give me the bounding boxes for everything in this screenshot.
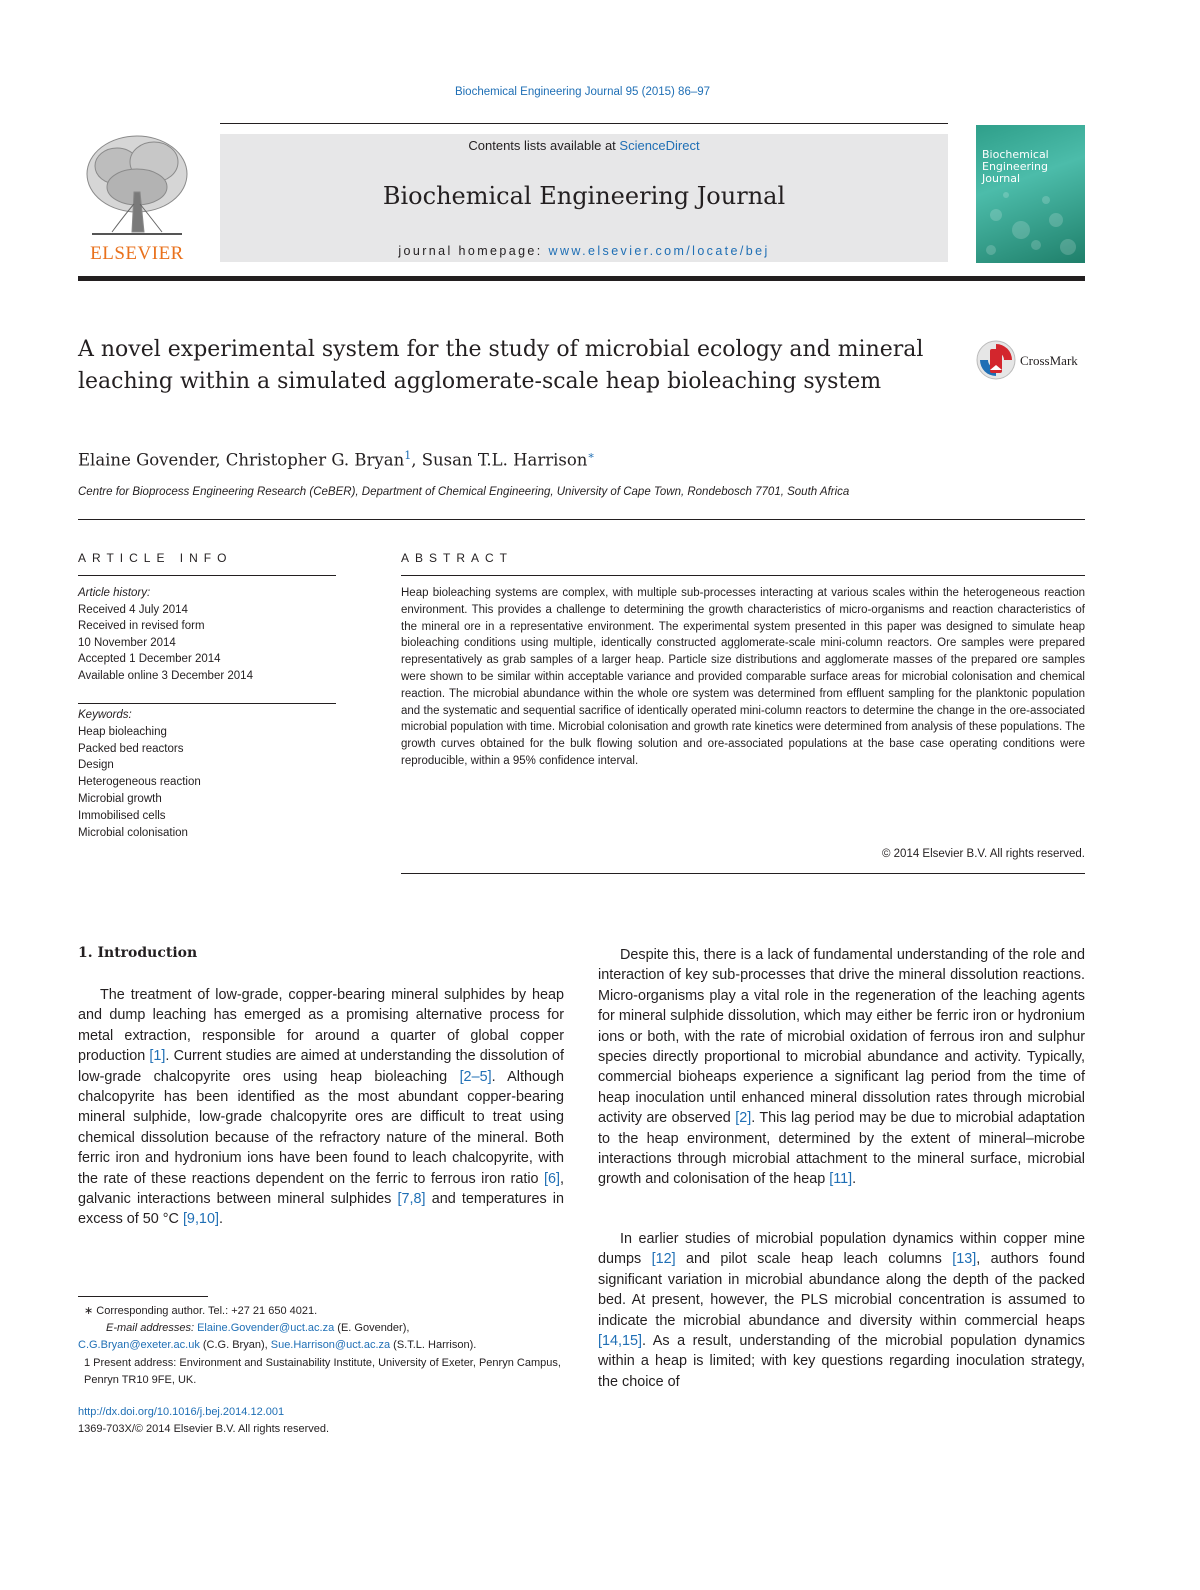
abstract-heading: ABSTRACT <box>401 551 514 565</box>
article-history <box>78 585 336 684</box>
journal-citation[interactable]: Biochemical Engineering Journal 95 (2015) 86–97 <box>454 86 711 98</box>
crossmark-label: CrossMark <box>1020 353 1078 368</box>
article-info-heading: ARTICLE INFO <box>78 551 233 565</box>
paragraph-text: Despite this, there is a lack of fundamental understanding of the role and interaction of key sub-processes that drive the mineral dissolution reactions. Micro-organisms play a vital role in the regeneration of the leaching agents for mineral sulphide dissolution, which may either be ferric iron or hydronium ions or both, with the rate of microbial oxidation of ferrous iron and sulphur species directly proportional to microbial abundance and activity. Typically, commercial bioheaps experience a significant lag period from the time of heap inoculation until enhanced mineral dissolution rates through microbial activity are observed <box>598 947 1085 1127</box>
citation-link[interactable]: [14,15] <box>598 1333 643 1350</box>
paragraph-text: , authors found significant variation in microbial abundance along the depth of the packed bed. At present, however, the PLS microbial concentration is assumed to indicate the microbial abundance and diversity within commercial heaps <box>598 1251 1085 1329</box>
contents-prefix: Contents lists available at <box>468 138 620 153</box>
corresponding-author-note: ∗ Corresponding author. Tel.: +27 21 650 4021. <box>84 1305 318 1317</box>
paragraph-text: . Current studies are aimed at understanding the dissolution of low-grade chalcopyrite ores using heap bioleaching <box>78 1048 564 1085</box>
author-footnote-mark[interactable]: 1 <box>404 449 412 462</box>
email-owner: (E. Govender), <box>334 1322 410 1335</box>
keyword: Heterogeneous reaction <box>78 776 201 789</box>
intro-paragraph <box>598 945 1085 1190</box>
history-item: 10 November 2014 <box>78 636 176 649</box>
homepage-line <box>220 244 948 258</box>
keyword: Heap bioleaching <box>78 725 167 738</box>
email-link[interactable]: Elaine.Govender@uct.ac.za <box>197 1322 335 1335</box>
history-label: Article history: <box>78 587 151 599</box>
citation-link[interactable]: [2–5] <box>459 1068 492 1085</box>
history-item: Available online 3 December 2014 <box>78 669 253 682</box>
history-item: Received in revised form <box>78 620 205 632</box>
issn-line: 1369-703X/© 2014 Elsevier B.V. All rights reserved. <box>78 1423 330 1435</box>
email-link[interactable]: Sue.Harrison@uct.ac.za <box>270 1339 391 1352</box>
paragraph-text: . As a result, understanding of the microbial population dynamics within a heap is limited; with key questions regarding inoculation strategy, the choice of <box>598 1333 1085 1390</box>
author-list <box>78 449 978 470</box>
citation-link[interactable]: [6] <box>544 1170 560 1187</box>
paragraph-text: In earlier studies of microbial population dynamics within copper mine dumps <box>598 1231 1085 1268</box>
cover-title: Biochemical Engineering Journal <box>982 148 1049 185</box>
email-link[interactable]: C.G.Bryan@exeter.ac.uk <box>78 1339 200 1352</box>
keywords-list <box>78 707 336 841</box>
paragraph-text: and temperatures in excess of 50 °C <box>78 1191 564 1228</box>
paragraph-text: . <box>852 1171 857 1188</box>
history-item: Received 4 July 2014 <box>78 603 188 616</box>
footnotes <box>78 1303 564 1389</box>
journal-name: Biochemical Engineering Journal <box>382 182 786 210</box>
email-addresses-cont <box>78 1337 564 1354</box>
paragraph-text: . This lag period may be due to microbial adaptation to the heap environment, determined by the extent of mineral–microbe interactions through microbial attachment to the mineral surface, microbial growth and colonisation of the heap <box>598 1110 1085 1188</box>
email-owner: (C.G. Bryan), <box>199 1339 271 1352</box>
header-rule-thick <box>78 276 1085 281</box>
citation-link[interactable]: [13] <box>952 1251 977 1268</box>
author-footnote-mark[interactable]: ∗ <box>587 449 595 462</box>
present-address-note: 1 Present address: Environment and Sustainability Institute, University of Exeter, Penryn Campus, Penryn TR10 9FE, UK. <box>84 1356 561 1386</box>
history-item: Accepted 1 December 2014 <box>78 653 221 665</box>
article-title: A novel experimental system for the study of microbial ecology and mineral leaching within a simulated agglomerate-scale heap bioleaching system <box>78 337 924 394</box>
homepage-link[interactable]: www.elsevier.com/locate/bej <box>548 244 770 258</box>
keyword: Design <box>78 759 114 772</box>
email-addresses <box>78 1320 564 1337</box>
section-heading-introduction: 1. Introduction <box>78 945 198 961</box>
elsevier-logo <box>78 132 196 264</box>
intro-paragraph <box>598 1229 1085 1392</box>
intro-paragraph <box>78 985 564 1230</box>
abstract-text: Heap bioleaching systems are complex, with multiple sub-processes interacting at various scales within the heterogeneous reaction environment. This provides a challenge to determining the growth characteristics of micro-organisms and reaction characteristics of the mineral ore in a representative environment. The experimental system presented in this paper was designed to simulate heap bioleaching conditions using multiple, identically constructed agglomerate-scale mini-column reactors. Ore samples were prepared representatively as grab samples of a larger heap. Particle size distributions and agglomerate masses of the prepared ore samples were shown to be similar within acceptable variance and provided comparable surface areas for microbial colonisation and chemical reaction. The microbial abundance within the whole ore system was determined from effluent sampling for the planktonic population and the systematic and sequential sacrifice of identically operated mini-column reactors to determine the change in the ore-associated microbial population with time. Microbial colonisation and growth rate kinetics were determined from analysis of these populations. The growth curves obtained for the bulk flowing solution and ore-associated populations at the base case operating conditions were reproducible, within a 95% confidence interval. <box>401 587 1085 767</box>
citation-link[interactable]: [11] <box>829 1171 853 1188</box>
citation-link[interactable]: [7,8] <box>397 1191 426 1208</box>
keyword: Microbial colonisation <box>78 826 188 839</box>
crossmark-icon <box>976 340 1016 380</box>
abstract-copyright: © 2014 Elsevier B.V. All rights reserved. <box>881 848 1085 860</box>
contents-line <box>220 138 948 153</box>
journal-cover-thumbnail[interactable] <box>976 125 1085 263</box>
author-name: Christopher G. Bryan <box>225 450 405 470</box>
doi-link[interactable]: http://dx.doi.org/10.1016/j.bej.2014.12.001 <box>78 1406 285 1418</box>
homepage-prefix: journal homepage: <box>398 244 549 258</box>
citation-link[interactable]: [1] <box>149 1048 166 1065</box>
email-label: E-mail addresses: <box>106 1322 198 1335</box>
keywords-rule <box>78 703 336 704</box>
abstract-rule-bottom <box>401 873 1085 874</box>
cover-pattern-icon <box>976 125 1085 263</box>
citation-link[interactable]: [12] <box>651 1251 676 1268</box>
paragraph-text: The treatment of low-grade, copper-bearing mineral sulphides by heap and dump leaching has emerged as a promising alternative process for metal extraction, responsible for around a quarter of global copper production <box>78 987 564 1065</box>
article-info-rule <box>78 575 336 576</box>
paragraph-text: . <box>218 1211 223 1228</box>
paragraph-text: and pilot scale heap leach columns <box>675 1251 953 1268</box>
sciencedirect-link[interactable]: ScienceDirect <box>619 138 700 153</box>
section-rule <box>78 519 1085 520</box>
abstract-rule <box>401 575 1085 576</box>
author-name: Elaine Govender, <box>78 450 226 470</box>
citation-link[interactable]: [9,10] <box>182 1211 219 1228</box>
author-name: , Susan T.L. Harrison <box>411 450 588 470</box>
affiliation: Centre for Bioprocess Engineering Research (CeBER), Department of Chemical Engineering, University of Cape Town, Rondebosch 7701, South Africa <box>78 486 850 498</box>
elsevier-tree-icon <box>82 132 192 236</box>
header-rule <box>220 123 948 124</box>
citation-link[interactable]: [2] <box>735 1110 752 1127</box>
paragraph-text: . Although chalcopyrite has been identified as the most abundant copper-bearing mineral sulphide, low-grade chalcopyrite ores are difficult to treat using chemical dissolution because of the refractory nature of the mineral. Both ferric iron and hydronium ions have been found to leach chalcopyrite, with the rate of these reactions dependent on the ferric to ferrous iron ratio <box>78 1068 564 1187</box>
crossmark-badge[interactable] <box>976 340 1088 380</box>
masthead <box>220 134 948 262</box>
elsevier-wordmark: ELSEVIER <box>90 243 184 264</box>
keyword: Packed bed reactors <box>78 742 184 755</box>
paragraph-text: , galvanic interactions between mineral sulphides <box>78 1170 564 1208</box>
email-owner: (S.T.L. Harrison). <box>390 1339 477 1352</box>
footnote-rule <box>78 1296 208 1297</box>
keyword: Immobilised cells <box>78 809 166 822</box>
keywords-label: Keywords: <box>78 709 132 721</box>
keyword: Microbial growth <box>78 792 162 805</box>
